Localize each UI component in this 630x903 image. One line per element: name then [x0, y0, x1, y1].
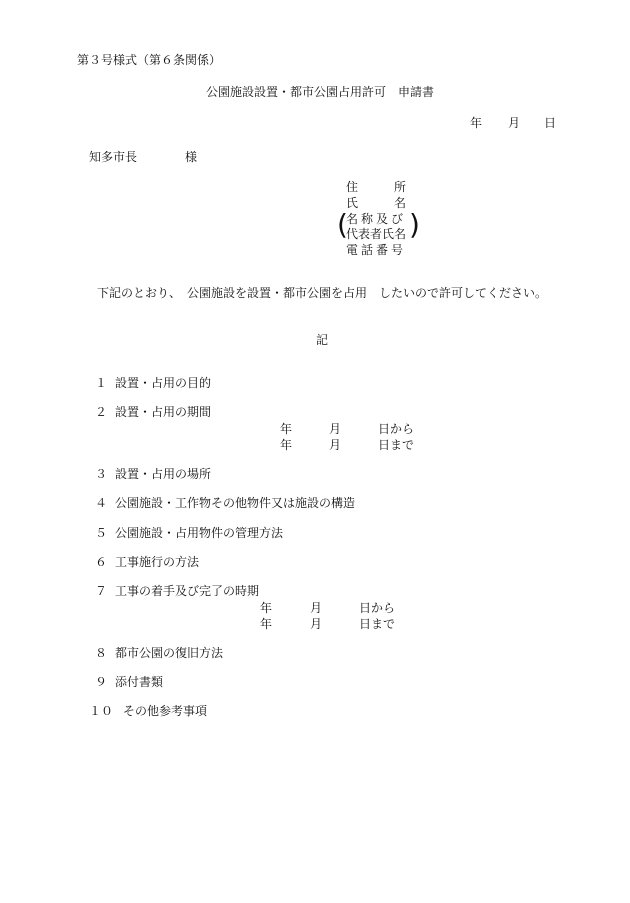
- applicant-rep-line2: 代表者氏名: [346, 227, 407, 241]
- item-number: ９: [95, 675, 108, 689]
- period-to: 日まで: [359, 617, 396, 631]
- item-number: １０: [89, 704, 114, 718]
- date-day: 日: [544, 116, 557, 130]
- item-number: ３: [95, 467, 108, 481]
- applicant-phone-label: 電話番号: [346, 243, 407, 257]
- item-number: ８: [95, 646, 108, 660]
- date-month: 月: [508, 116, 521, 130]
- item-number: ５: [95, 526, 108, 540]
- applicant-address-label-1: 住: [346, 180, 359, 194]
- item-number: ２: [95, 405, 108, 419]
- ki-heading: 記: [316, 333, 329, 347]
- item-number: ４: [95, 496, 108, 510]
- item-label: 工事施行の方法: [115, 555, 200, 569]
- left-brace-icon: (: [337, 208, 348, 241]
- period-month: 月: [329, 422, 342, 436]
- period-month: 月: [310, 601, 323, 615]
- request-sentence: 下記のとおり、 公園施設を設置・都市公園を占用 したいので許可してください。: [97, 286, 548, 300]
- item-label: 都市公園の復旧方法: [115, 646, 224, 660]
- item-label: 公園施設・占用物件の管理方法: [115, 526, 284, 540]
- period-year: 年: [280, 422, 293, 436]
- period-year: 年: [260, 601, 273, 615]
- addressee-suffix: 様: [185, 150, 198, 164]
- item-label: その他参考事項: [123, 704, 208, 718]
- period-year: 年: [280, 438, 293, 452]
- item-label: 工事の着手及び完了の時期: [115, 584, 260, 598]
- item-label: 添付書類: [115, 675, 164, 689]
- applicant-rep-line1: 名称及び: [346, 212, 407, 226]
- page-title: 公園施設設置・都市公園占用許可 申請書: [205, 85, 434, 99]
- item-label: 設置・占用の場所: [115, 467, 212, 481]
- form-number: 第３号様式（第６条関係）: [77, 53, 222, 67]
- period-month: 月: [329, 438, 342, 452]
- period-to: 日まで: [378, 438, 415, 452]
- period-year: 年: [260, 617, 273, 631]
- item-number: ７: [95, 584, 108, 598]
- applicant-address-label-2: 所: [394, 180, 407, 194]
- item-number: ６: [95, 555, 108, 569]
- period-from: 日から: [378, 422, 415, 436]
- addressee: 知多市長: [89, 150, 138, 164]
- right-brace-icon: ): [409, 208, 420, 241]
- item-label: 設置・占用の目的: [115, 376, 212, 390]
- item-label: 設置・占用の期間: [115, 405, 212, 419]
- period-from: 日から: [359, 601, 396, 615]
- applicant-name-label-2: 名: [394, 196, 407, 210]
- date-year: 年: [470, 116, 483, 130]
- applicant-name-label-1: 氏: [346, 196, 359, 210]
- period-month: 月: [310, 617, 323, 631]
- item-number: １: [95, 376, 108, 390]
- item-label: 公園施設・工作物その他物件又は施設の構造: [115, 496, 356, 510]
